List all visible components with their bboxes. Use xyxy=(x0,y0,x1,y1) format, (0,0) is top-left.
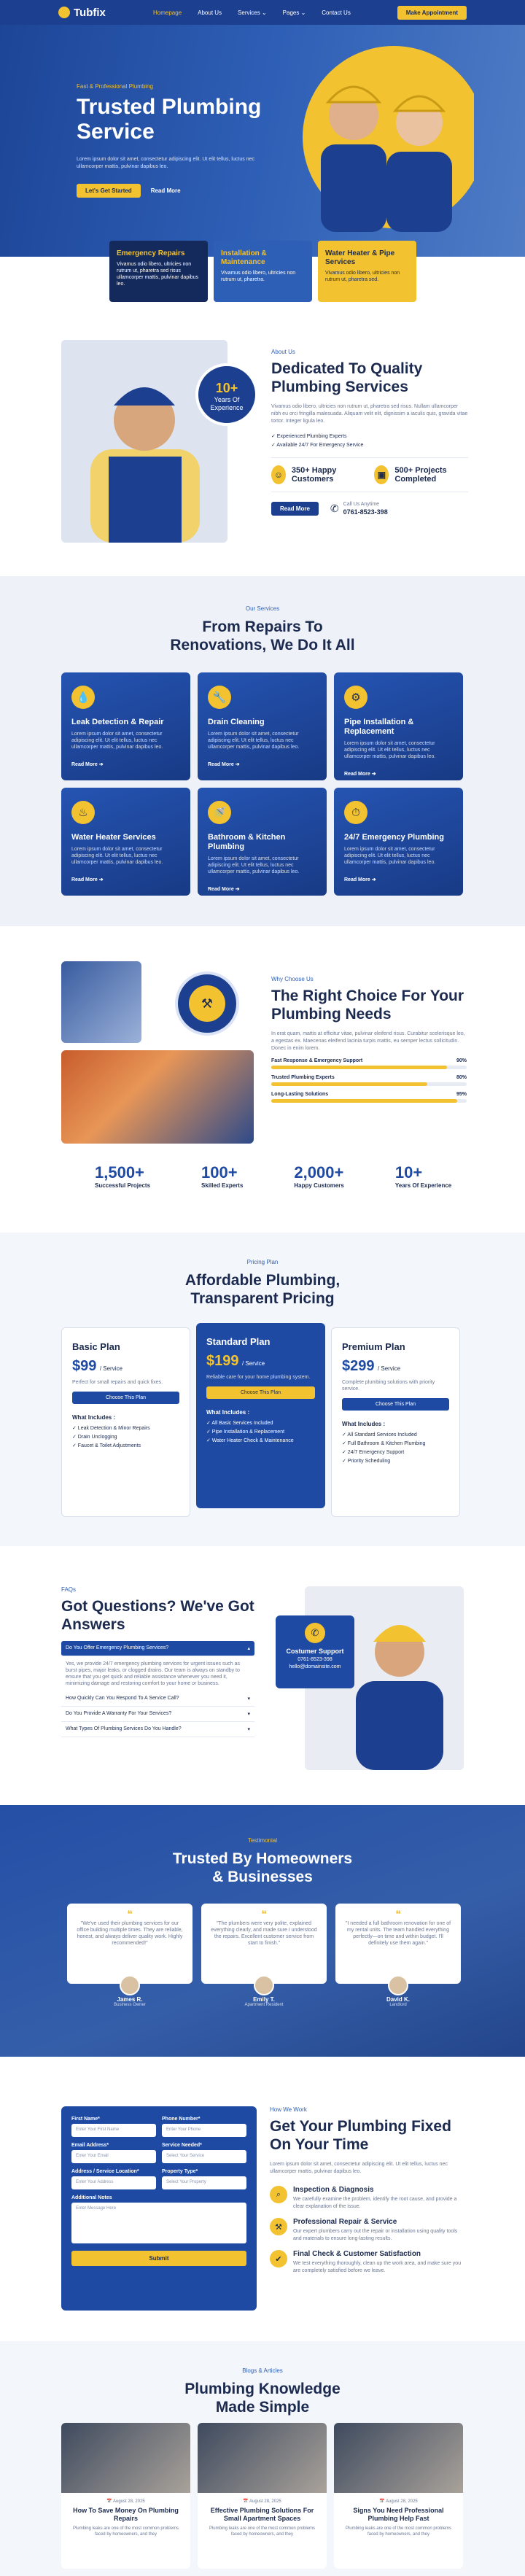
services-tag: Our Services xyxy=(245,605,280,612)
testimonial-author: Emily T. Apartment Resident xyxy=(244,1996,284,2007)
counter: 1,500+ Successful Projects xyxy=(95,1163,151,1189)
briefcase-icon: ▣ xyxy=(374,465,389,484)
faq-title: Got Questions? We've Got Answers xyxy=(61,1598,254,1633)
blog-tag: Blogs & Articles xyxy=(242,2367,283,2374)
about-text: Vivamus odio libero, ultricies non rutrum ut, pharetra sed risus. Nullam ullamcorper nibh eu orci fringilla malesuada. Aliquam velit elit, dignissim a iaculis quis, gravida vitae tortor. Integer ligula leo. xyxy=(271,404,468,424)
stat-happy-customers: ☺ 350+ Happy Customers xyxy=(271,465,359,484)
testimonial-card: ❝ "The plumbers were very polite, explained everything clearly, and made sure I understood the repairs. Excellent customer service from start to finish." xyxy=(201,1904,327,1984)
faq-section xyxy=(0,1557,525,1805)
faq-tag: FAQs xyxy=(61,1586,77,1593)
post-image xyxy=(334,2423,463,2493)
shower-icon: 🚿 xyxy=(208,801,231,824)
hero-tag: Fast & Professional Plumbing xyxy=(77,83,153,90)
hero-read-more-link[interactable]: Read More xyxy=(150,187,181,194)
plumber-working-photo xyxy=(61,961,141,1043)
read-more-link[interactable]: Read More ➔ xyxy=(208,887,240,892)
top-nav xyxy=(0,0,525,25)
clock-icon: ⏱ xyxy=(344,801,368,824)
stat-projects: ▣ 500+ Projects Completed xyxy=(374,465,468,484)
address-input[interactable]: Enter Your Address xyxy=(71,2176,156,2189)
blog-post-card[interactable]: 📅 August 28, 2025 How To Save Money On Plumbing Repairs Plumbing leaks are one of the most common problems faced by homeowners, and they xyxy=(61,2423,190,2569)
check-item: ✓ Experienced Plumbing Experts xyxy=(271,434,347,439)
first-name-input[interactable]: Enter Your First Name xyxy=(71,2124,156,2137)
service-card[interactable]: ⏱ 24/7 Emergency Plumbing Lorem ipsum dolor sit amet, consectetur adipiscing elit. Ut elit tellus, luctus nec ullamcorper mattis, pulvinar dapibus leo. Read More ➔ xyxy=(334,788,463,896)
why-choose-section xyxy=(0,941,525,1225)
main-menu xyxy=(153,9,397,16)
pricing-tag: Pricing Plan xyxy=(246,1259,279,1265)
phone-number[interactable]: 0761-8523-398 xyxy=(343,508,388,516)
blog-section xyxy=(0,2341,525,2576)
feature-emergency-repairs: Emergency Repairs Vivamus odio libero, ultricies non rutrum ut, pharetra sed risus ullamcorper mattis, pulvinar dapibus leo. xyxy=(109,241,208,302)
step-item: ✔ Final Check & Customer Satisfaction We test everything thoroughly, clean up the work area, and make sure you are completely satisfied before we leave. xyxy=(270,2250,467,2275)
how-title: Get Your Plumbing Fixed On Your Time xyxy=(270,2118,451,2153)
drop-icon: 💧 xyxy=(71,686,95,709)
quote-icon: ❝ xyxy=(261,1908,267,1920)
plan-premium: Premium Plan $299 / Service Complete plumbing solutions with priority service. Choose This Plan What Includes : ✓ All Standard Services Included ✓ Full Bathroom & Kitchen Plumbing ✓ 24/7 Emergency Support ✓ Priority Scheduling xyxy=(331,1327,460,1517)
why-tag: Why Choose Us xyxy=(271,976,314,982)
nav-link-home[interactable]: Homepage xyxy=(153,9,182,16)
about-section: 10+ Years Of Experience About Us Dedicated To Quality Plumbing Services Vivamus odio libero, ultricies non rutrum ut, pharetra sed risus. Nullam ullamcorper nibh eu orci fringilla malesuada. Aliquam velit elit, dignissim a iaculis quis, gravida vitae tortor. Integer ligula leo. ✓ Experienced Plumbing Experts ✓ Available 24/7 For Emergency Service ☺ 350+ Happy Customers ▣ 500+ Projects Completed Read More ✆ Call Us Anytime 0761-8523-398 xyxy=(0,321,525,562)
wrench-icon: ⚒ xyxy=(189,985,225,1022)
feature-installation: Installation & Maintenance Vivamus odio libero, ultricies non rutrum ut, pharetra. xyxy=(214,241,312,302)
why-text: In erat quam, mattis at efficitur vitae, pulvinar eleifend risus. Curabitur scelerisque leo, a egestas ex. Maecenas eleifend lacinia turpis mattis, eu semper lectus sollicitudin. Donec in enim lorem. xyxy=(271,1031,465,1051)
counter: 100+ Skilled Experts xyxy=(201,1163,244,1189)
step-item: ⌕ Inspection & Diagnosis We carefully examine the problem, identify the root cause, and provide a clear explanation of the issue. xyxy=(270,2186,467,2211)
choose-plan-button[interactable]: Choose This Plan xyxy=(72,1392,179,1404)
plumber-photo xyxy=(61,340,228,543)
contact-section xyxy=(0,2064,525,2341)
nav-link-services[interactable]: Services ⌄ xyxy=(238,9,267,16)
brand-logo[interactable]: Tubfix xyxy=(58,7,146,19)
make-appointment-button[interactable]: Make Appointment xyxy=(397,6,467,20)
nav-link-contact[interactable]: Contact Us xyxy=(322,9,351,16)
service-card[interactable]: 🚿 Bathroom & Kitchen Plumbing Lorem ipsum dolor sit amet, consectetur adipiscing elit. Ut elit tellus, luctus nec ullamcorper mattis, pulvinar dapibus leo. Read More ➔ xyxy=(198,788,327,896)
wrench-icon: 🔧 xyxy=(208,686,231,709)
how-tag: How We Work xyxy=(270,2106,307,2113)
quote-icon: ❝ xyxy=(127,1908,133,1920)
counter: 2,000+ Happy Customers xyxy=(294,1163,344,1189)
testimonial-card: ❝ "I needed a full bathroom renovation for one of my rental units. The team handled everything perfectly—on time and within budget. I'll definitely use them again." xyxy=(335,1904,461,1984)
post-image xyxy=(198,2423,327,2493)
service-card[interactable]: 💧 Leak Detection & Repair Lorem ipsum dolor sit amet, consectetur adipiscing elit. Ut elit tellus, luctus nec ullamcorper mattis, pulvinar dapibus leo. Read More ➔ xyxy=(61,672,190,780)
phone-input[interactable]: Enter Your Phone xyxy=(162,2124,246,2137)
quote-icon: ❝ xyxy=(395,1908,401,1920)
service-card[interactable]: ⚙ Pipe Installation & Replacement Lorem ipsum dolor sit amet, consectetur adipiscing elit. Ut elit tellus, luctus nec ullamcorper mattis, pulvinar dapibus leo. Read More ➔ xyxy=(334,672,463,780)
blog-post-card[interactable]: 📅 August 28, 2025 Signs You Need Professional Plumbing Help Fast Plumbing leaks are one of the most common problems faced by homeowners, and they xyxy=(334,2423,463,2569)
about-read-more-button[interactable]: Read More xyxy=(271,502,319,516)
read-more-link[interactable]: Read More ➔ xyxy=(71,762,104,767)
about-tag: About Us xyxy=(271,349,295,355)
experience-badge: 10+ Years Of Experience xyxy=(195,363,258,426)
service-card[interactable]: ♨ Water Heater Services Lorem ipsum dolor sit amet, consectetur adipiscing elit. Ut elit tellus, luctus nec ullamcorper mattis, pulvinar dapibus leo. Read More ➔ xyxy=(61,788,190,896)
how-text: Lorem ipsum dolor sit amet, consectetur adipiscing elit. Ut elit tellus, luctus nec ullamcorper mattis, pulvinar dapibus leo. xyxy=(270,2162,448,2174)
customer-support-card: ✆ Costumer Support 0761-8523-398 hello@domainsite.com xyxy=(276,1615,354,1688)
chevron-up-icon: ▴ xyxy=(247,1646,250,1651)
post-image xyxy=(61,2423,190,2493)
avatar xyxy=(254,1975,274,1995)
services-title: From Repairs To Renovations, We Do It All xyxy=(170,618,355,653)
logo-icon xyxy=(58,7,70,18)
blog-title: Plumbing Knowledge Made Simple xyxy=(184,2381,341,2416)
faq-question[interactable]: What Types Of Plumbing Services Do You Handle? ▾ xyxy=(61,1722,254,1737)
read-more-link[interactable]: Read More ➔ xyxy=(344,772,376,777)
progress-bar: Long-Lasting Solutions 95% xyxy=(271,1092,467,1103)
nav-link-pages[interactable]: Pages ⌄ xyxy=(282,9,306,16)
plan-basic: Basic Plan $99 / Service Perfect for small repairs and quick fixes. Choose This Plan What Includes : ✓ Leak Detection & Minor Repairs ✓ Drain Unclogging ✓ Faucet & Toilet Adjustments xyxy=(61,1327,190,1517)
why-title: The Right Choice For Your Plumbing Needs xyxy=(271,988,464,1023)
quality-badge xyxy=(175,971,239,1036)
appointment-form: First Name* Enter Your First Name Phone Number* Enter Your Phone Email Address* Enter Your Email Service Needed* Select Your Service Address / Service Location* Enter Your Address Property Type* Select Your Property Additional Notes Enter Message Here Submit xyxy=(61,2106,257,2311)
read-more-link[interactable]: Read More ➔ xyxy=(208,762,240,767)
step-item: ⚒ Professional Repair & Service Our expert plumbers carry out the repair or installation using quality tools and materials to ensure long-lasting results. xyxy=(270,2218,467,2243)
service-select[interactable]: Select Your Service xyxy=(162,2150,246,2163)
service-card[interactable]: 🔧 Drain Cleaning Lorem ipsum dolor sit amet, consectetur adipiscing elit. Ut elit tellus, luctus nec ullamcorper mattis, pulvinar dapibus leo. Read More ➔ xyxy=(198,672,327,780)
testimonial-card: ❝ "We've used their plumbing services for our office building multiple times. They are reliable, honest, and always deliver quality work. Highly recommended!" xyxy=(67,1904,192,1984)
progress-bar: Fast Response & Emergency Support 90% xyxy=(271,1058,467,1069)
notes-textarea[interactable]: Enter Message Here xyxy=(71,2203,246,2243)
submit-button[interactable]: Submit xyxy=(71,2251,246,2266)
phone-icon: ✆ xyxy=(305,1623,325,1643)
phone-icon: ✆ xyxy=(330,502,339,514)
pipe-icon: ⚙ xyxy=(344,686,368,709)
pricing-title: Affordable Plumbing, Transparent Pricing xyxy=(184,1272,341,1307)
nav-link-about[interactable]: About Us xyxy=(198,9,222,16)
avatar xyxy=(120,1975,140,1995)
progress-bar: Trusted Plumbing Experts 80% xyxy=(271,1075,467,1086)
check-icon: ✔ xyxy=(270,2250,287,2267)
read-more-link[interactable]: Read More ➔ xyxy=(71,877,104,882)
testimonial-author: James R. Business Owner xyxy=(114,1996,146,2007)
choose-plan-button[interactable]: Choose This Plan xyxy=(206,1386,315,1399)
about-title: Dedicated To Quality Plumbing Services xyxy=(271,360,423,395)
get-started-button[interactable]: Let's Get Started xyxy=(77,184,141,198)
avatar xyxy=(388,1975,408,1995)
tools-icon: ⚒ xyxy=(270,2218,287,2235)
check-item: ✓ Available 24/7 For Emergency Service xyxy=(271,443,364,448)
choose-plan-button[interactable]: Choose This Plan xyxy=(342,1398,449,1411)
chevron-down-icon: ▾ xyxy=(247,1727,250,1732)
plumbers-photo xyxy=(292,35,474,232)
search-icon: ⌕ xyxy=(270,2186,287,2203)
property-type-select[interactable]: Select Your Property xyxy=(162,2176,246,2189)
email-input[interactable]: Enter Your Email xyxy=(71,2150,156,2163)
hero-title: Trusted Plumbing Service xyxy=(77,95,262,144)
blog-post-card[interactable]: 📅 August 28, 2025 Effective Plumbing Solutions For Small Apartment Spaces Plumbing leaks are one of the most common problems faced by homeowners, and they xyxy=(198,2423,327,2569)
faq-question[interactable]: Do You Provide A Warranty For Your Services? ▾ xyxy=(61,1707,254,1722)
pricing-section xyxy=(0,1233,525,1546)
read-more-link[interactable]: Read More ➔ xyxy=(344,877,376,882)
testimonials-section xyxy=(0,1805,525,2057)
pipe-repair-photo xyxy=(61,1050,254,1144)
testimonials-title: Trusted By Homeowners & Businesses xyxy=(172,1850,353,1885)
services-section xyxy=(0,576,525,926)
plan-standard: Standard Plan $199 / Service Reliable care for your home plumbing system. Choose This Plan What Includes : ✓ All Basic Services Included ✓ Pipe Installation & Replacement ✓ Water Heater Check & Maintenance xyxy=(196,1323,325,1508)
faq-answer: Yes, we provide 24/7 emergency plumbing services for urgent issues such as burst pipes, major leaks, or clogged drains. Our team is always on standby to ensure that you get quick and reliable assistance whenever you need it, minimizing damage and restoring comfort to your home or business. xyxy=(66,1661,241,1686)
heater-icon: ♨ xyxy=(71,801,95,824)
chevron-down-icon: ▾ xyxy=(247,1696,250,1702)
smile-icon: ☺ xyxy=(271,465,286,484)
feature-water-heater: Water Heater & Pipe Services Vivamus odio libero, ultricies non rutrum ut, pharetra sed. xyxy=(318,241,416,302)
faq-question-open[interactable]: Do You Offer Emergency Plumbing Services? ▴ xyxy=(61,1641,254,1656)
hero-section xyxy=(0,25,525,257)
hero-text: Lorem ipsum dolor sit amet, consectetur adipiscing elit. Ut elit tellus, luctus nec ullamcorper mattis, pulvinar dapibus leo. xyxy=(77,157,254,169)
counter: 10+ Years Of Experience xyxy=(394,1163,452,1189)
chevron-down-icon: ▾ xyxy=(247,1712,250,1717)
faq-question[interactable]: How Quickly Can You Respond To A Service Call? ▾ xyxy=(61,1691,254,1707)
testimonial-author: David K. Landlord xyxy=(386,1996,410,2007)
testimonials-tag: Testimonial xyxy=(247,1837,277,1844)
